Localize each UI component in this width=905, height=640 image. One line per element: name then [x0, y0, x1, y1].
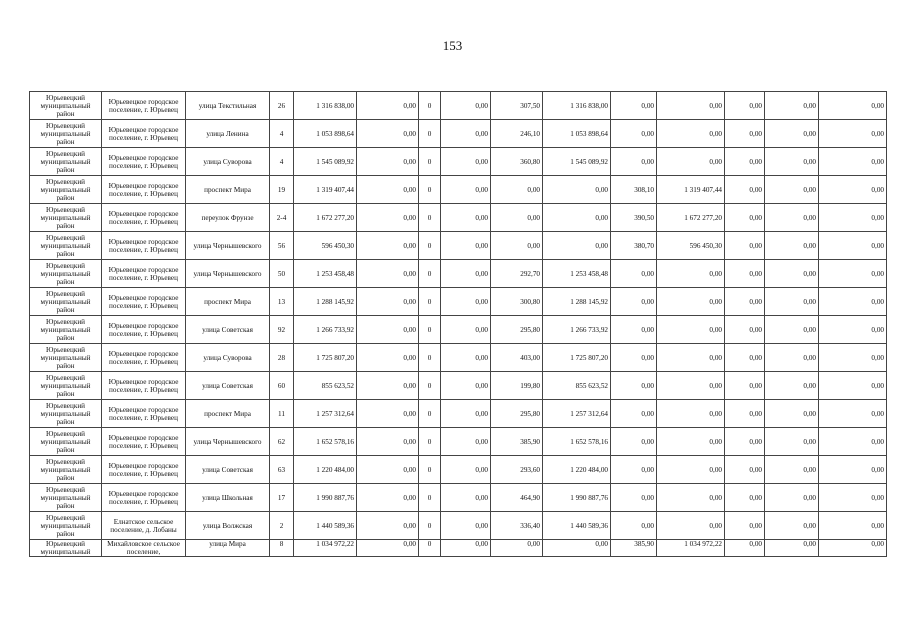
- value-cell: 0: [419, 288, 441, 316]
- area-cell: 300,80: [491, 288, 543, 316]
- value-cell: 0,00: [725, 232, 765, 260]
- value-cell: 0,00: [441, 372, 491, 400]
- total-cost-cell: 1 545 089,92: [294, 148, 357, 176]
- value-cell: 0,00: [819, 456, 887, 484]
- value-cell: 0,00: [441, 456, 491, 484]
- total-cost-cell: 1 440 589,36: [294, 512, 357, 540]
- table-row: [30, 148, 887, 176]
- table-row: [30, 176, 887, 204]
- value-cell: 0,00: [725, 176, 765, 204]
- cost-cell: 0,00: [657, 288, 725, 316]
- cost-cell: 1 440 589,36: [543, 512, 611, 540]
- district-cell: Юрьевецкий муниципальный: [30, 540, 102, 557]
- district-cell: Юрьевецкий муниципальный район: [30, 148, 102, 176]
- cost-cell: 1 053 898,64: [543, 120, 611, 148]
- table-row: [30, 400, 887, 428]
- value-cell: 0,00: [357, 484, 419, 512]
- table-row: [30, 120, 887, 148]
- street-cell: улица Мира: [186, 540, 270, 557]
- street-cell: улица Советская: [186, 372, 270, 400]
- value-cell: 0,00: [819, 120, 887, 148]
- street-cell: улица Волжская: [186, 512, 270, 540]
- table-row: [30, 316, 887, 344]
- area-cell: 307,50: [491, 92, 543, 120]
- cost-cell: 1 288 145,92: [543, 288, 611, 316]
- value-cell: 0: [419, 400, 441, 428]
- area-cell: 293,60: [491, 456, 543, 484]
- value-cell: 0,00: [725, 456, 765, 484]
- value-cell: 0: [419, 456, 441, 484]
- settlement-cell: Юрьевецкое городское поселение, г. Юрьевец: [102, 288, 186, 316]
- settlement-cell: Михайловское сельское поселение,: [102, 540, 186, 557]
- area-cell: 0,00: [611, 260, 657, 288]
- cost-cell: 0,00: [657, 428, 725, 456]
- house-number-cell: 56: [270, 232, 294, 260]
- table-row: [30, 232, 887, 260]
- area-cell: 336,40: [491, 512, 543, 540]
- value-cell: 0,00: [765, 344, 819, 372]
- house-number-cell: 28: [270, 344, 294, 372]
- value-cell: 0,00: [765, 120, 819, 148]
- value-cell: 0,00: [819, 400, 887, 428]
- page-number: 153: [442, 38, 463, 53]
- total-cost-cell: 1 672 277,20: [294, 204, 357, 232]
- value-cell: 0,00: [725, 400, 765, 428]
- value-cell: 0,00: [357, 260, 419, 288]
- cost-cell: 0,00: [657, 456, 725, 484]
- area-cell: 0,00: [491, 232, 543, 260]
- value-cell: 0,00: [441, 148, 491, 176]
- value-cell: 0,00: [725, 512, 765, 540]
- area-cell: 0,00: [611, 316, 657, 344]
- street-cell: улица Советская: [186, 316, 270, 344]
- value-cell: 0,00: [765, 204, 819, 232]
- cost-cell: 0,00: [657, 484, 725, 512]
- house-number-cell: 60: [270, 372, 294, 400]
- table-body: [30, 92, 887, 557]
- area-cell: 403,00: [491, 344, 543, 372]
- area-cell: 0,00: [611, 484, 657, 512]
- house-number-cell: 63: [270, 456, 294, 484]
- house-number-cell: 17: [270, 484, 294, 512]
- settlement-cell: Юрьевецкое городское поселение, г. Юрьевец: [102, 344, 186, 372]
- value-cell: 0,00: [819, 204, 887, 232]
- house-number-cell: 26: [270, 92, 294, 120]
- cost-cell: 0,00: [543, 176, 611, 204]
- district-cell: Юрьевецкий муниципальный район: [30, 120, 102, 148]
- street-cell: улица Суворова: [186, 344, 270, 372]
- value-cell: 0,00: [441, 260, 491, 288]
- district-cell: Юрьевецкий муниципальный район: [30, 232, 102, 260]
- value-cell: 0,00: [725, 428, 765, 456]
- value-cell: 0,00: [819, 540, 887, 557]
- cost-cell: 1 253 458,48: [543, 260, 611, 288]
- total-cost-cell: 1 316 838,00: [294, 92, 357, 120]
- cost-cell: 1 652 578,16: [543, 428, 611, 456]
- repair-cost-table: [29, 91, 887, 557]
- value-cell: 0,00: [441, 232, 491, 260]
- value-cell: 0,00: [357, 512, 419, 540]
- value-cell: 0,00: [725, 92, 765, 120]
- value-cell: 0,00: [725, 148, 765, 176]
- value-cell: 0,00: [765, 428, 819, 456]
- cost-cell: 1 672 277,20: [657, 204, 725, 232]
- settlement-cell: Юрьевецкое городское поселение, г. Юрьевец: [102, 148, 186, 176]
- total-cost-cell: 1 319 407,44: [294, 176, 357, 204]
- cost-cell: 1 725 807,20: [543, 344, 611, 372]
- value-cell: 0,00: [765, 92, 819, 120]
- value-cell: 0,00: [725, 484, 765, 512]
- house-number-cell: 4: [270, 148, 294, 176]
- value-cell: 0,00: [819, 148, 887, 176]
- value-cell: 0,00: [441, 92, 491, 120]
- value-cell: 0: [419, 232, 441, 260]
- street-cell: улица Ленина: [186, 120, 270, 148]
- settlement-cell: Елнатское сельское поселение, д. Лобаны: [102, 512, 186, 540]
- cost-cell: 1 545 089,92: [543, 148, 611, 176]
- district-cell: Юрьевецкий муниципальный район: [30, 288, 102, 316]
- value-cell: 0,00: [441, 428, 491, 456]
- value-cell: 0,00: [441, 204, 491, 232]
- street-cell: переулок Фрунзе: [186, 204, 270, 232]
- value-cell: 0,00: [725, 260, 765, 288]
- cost-cell: 1 316 838,00: [543, 92, 611, 120]
- value-cell: 0,00: [357, 344, 419, 372]
- cost-cell: 596 450,30: [657, 232, 725, 260]
- value-cell: 0: [419, 176, 441, 204]
- area-cell: 380,70: [611, 232, 657, 260]
- area-cell: 0,00: [611, 120, 657, 148]
- value-cell: 0: [419, 484, 441, 512]
- value-cell: 0,00: [765, 148, 819, 176]
- value-cell: 0,00: [357, 120, 419, 148]
- area-cell: 0,00: [491, 204, 543, 232]
- value-cell: 0: [419, 540, 441, 557]
- area-cell: 246,10: [491, 120, 543, 148]
- settlement-cell: Юрьевецкое городское поселение, г. Юрьевец: [102, 484, 186, 512]
- district-cell: Юрьевецкий муниципальный район: [30, 512, 102, 540]
- district-cell: Юрьевецкий муниципальный район: [30, 344, 102, 372]
- area-cell: 385,90: [611, 540, 657, 557]
- area-cell: 0,00: [491, 540, 543, 557]
- total-cost-cell: 1 990 887,76: [294, 484, 357, 512]
- area-cell: 0,00: [611, 92, 657, 120]
- cost-cell: 1 220 484,00: [543, 456, 611, 484]
- settlement-cell: Юрьевецкое городское поселение, г. Юрьевец: [102, 260, 186, 288]
- value-cell: 0,00: [441, 400, 491, 428]
- house-number-cell: 4: [270, 120, 294, 148]
- value-cell: 0,00: [819, 316, 887, 344]
- street-cell: улица Школьная: [186, 484, 270, 512]
- house-number-cell: 8: [270, 540, 294, 557]
- value-cell: 0,00: [765, 316, 819, 344]
- cost-cell: 1 257 312,64: [543, 400, 611, 428]
- value-cell: 0: [419, 428, 441, 456]
- value-cell: 0,00: [441, 540, 491, 557]
- table-row: [30, 92, 887, 120]
- area-cell: 385,90: [491, 428, 543, 456]
- area-cell: 292,70: [491, 260, 543, 288]
- value-cell: 0,00: [441, 288, 491, 316]
- settlement-cell: Юрьевецкое городское поселение, г. Юрьевец: [102, 400, 186, 428]
- value-cell: 0,00: [357, 204, 419, 232]
- value-cell: 0,00: [819, 288, 887, 316]
- value-cell: 0,00: [819, 92, 887, 120]
- value-cell: 0,00: [765, 232, 819, 260]
- value-cell: 0,00: [819, 484, 887, 512]
- value-cell: 0,00: [765, 288, 819, 316]
- table-row: [30, 204, 887, 232]
- area-cell: 308,10: [611, 176, 657, 204]
- area-cell: 390,50: [611, 204, 657, 232]
- value-cell: 0,00: [357, 148, 419, 176]
- house-number-cell: 92: [270, 316, 294, 344]
- cost-cell: 0,00: [543, 540, 611, 557]
- value-cell: 0: [419, 260, 441, 288]
- value-cell: 0,00: [819, 232, 887, 260]
- cost-cell: 0,00: [657, 316, 725, 344]
- table-row: [30, 540, 887, 557]
- district-cell: Юрьевецкий муниципальный район: [30, 456, 102, 484]
- table-row: [30, 512, 887, 540]
- value-cell: 0,00: [725, 344, 765, 372]
- district-cell: Юрьевецкий муниципальный район: [30, 400, 102, 428]
- value-cell: 0,00: [725, 288, 765, 316]
- street-cell: проспект Мира: [186, 400, 270, 428]
- area-cell: 295,80: [491, 400, 543, 428]
- cost-cell: 1 319 407,44: [657, 176, 725, 204]
- value-cell: 0,00: [441, 120, 491, 148]
- value-cell: 0,00: [819, 512, 887, 540]
- value-cell: 0,00: [725, 316, 765, 344]
- total-cost-cell: 1 257 312,64: [294, 400, 357, 428]
- street-cell: улица Чернышевского: [186, 260, 270, 288]
- value-cell: 0: [419, 512, 441, 540]
- settlement-cell: Юрьевецкое городское поселение, г. Юрьевец: [102, 316, 186, 344]
- table-row: [30, 428, 887, 456]
- cost-cell: 0,00: [657, 260, 725, 288]
- table-row: [30, 372, 887, 400]
- house-number-cell: 19: [270, 176, 294, 204]
- settlement-cell: Юрьевецкое городское поселение, г. Юрьевец: [102, 428, 186, 456]
- value-cell: 0,00: [765, 484, 819, 512]
- area-cell: 0,00: [611, 288, 657, 316]
- cost-cell: 1 266 733,92: [543, 316, 611, 344]
- street-cell: проспект Мира: [186, 288, 270, 316]
- street-cell: проспект Мира: [186, 176, 270, 204]
- total-cost-cell: 855 623,52: [294, 372, 357, 400]
- area-cell: 0,00: [611, 456, 657, 484]
- table-row: [30, 484, 887, 512]
- area-cell: 295,80: [491, 316, 543, 344]
- value-cell: 0,00: [765, 372, 819, 400]
- street-cell: улица Чернышевского: [186, 232, 270, 260]
- value-cell: 0,00: [765, 176, 819, 204]
- area-cell: 199,80: [491, 372, 543, 400]
- area-cell: 0,00: [611, 148, 657, 176]
- total-cost-cell: 1 253 458,48: [294, 260, 357, 288]
- total-cost-cell: 1 034 972,22: [294, 540, 357, 557]
- value-cell: 0,00: [725, 372, 765, 400]
- total-cost-cell: 596 450,30: [294, 232, 357, 260]
- house-number-cell: 13: [270, 288, 294, 316]
- value-cell: 0,00: [725, 540, 765, 557]
- value-cell: 0,00: [441, 484, 491, 512]
- total-cost-cell: 1 220 484,00: [294, 456, 357, 484]
- district-cell: Юрьевецкий муниципальный район: [30, 316, 102, 344]
- cost-cell: 1 990 887,76: [543, 484, 611, 512]
- value-cell: 0: [419, 92, 441, 120]
- table-row: [30, 344, 887, 372]
- area-cell: 0,00: [611, 400, 657, 428]
- street-cell: улица Советская: [186, 456, 270, 484]
- value-cell: 0,00: [725, 204, 765, 232]
- house-number-cell: 2-4: [270, 204, 294, 232]
- table-row: [30, 456, 887, 484]
- cost-cell: 0,00: [657, 120, 725, 148]
- value-cell: 0,00: [357, 176, 419, 204]
- value-cell: 0: [419, 148, 441, 176]
- total-cost-cell: 1 725 807,20: [294, 344, 357, 372]
- street-cell: улица Текстильная: [186, 92, 270, 120]
- value-cell: 0,00: [765, 456, 819, 484]
- area-cell: 0,00: [491, 176, 543, 204]
- cost-cell: 0,00: [657, 372, 725, 400]
- cost-cell: 0,00: [543, 232, 611, 260]
- area-cell: 0,00: [611, 512, 657, 540]
- area-cell: 360,80: [491, 148, 543, 176]
- cost-cell: 0,00: [657, 92, 725, 120]
- street-cell: улица Суворова: [186, 148, 270, 176]
- cost-cell: 0,00: [543, 204, 611, 232]
- value-cell: 0,00: [765, 260, 819, 288]
- district-cell: Юрьевецкий муниципальный район: [30, 372, 102, 400]
- value-cell: 0,00: [441, 512, 491, 540]
- value-cell: 0,00: [357, 428, 419, 456]
- value-cell: 0,00: [819, 260, 887, 288]
- house-number-cell: 50: [270, 260, 294, 288]
- value-cell: 0,00: [357, 540, 419, 557]
- house-number-cell: 2: [270, 512, 294, 540]
- value-cell: 0,00: [357, 232, 419, 260]
- settlement-cell: Юрьевецкое городское поселение, г. Юрьевец: [102, 372, 186, 400]
- district-cell: Юрьевецкий муниципальный район: [30, 92, 102, 120]
- value-cell: 0,00: [441, 316, 491, 344]
- area-cell: 0,00: [611, 428, 657, 456]
- house-number-cell: 62: [270, 428, 294, 456]
- value-cell: 0: [419, 120, 441, 148]
- district-cell: Юрьевецкий муниципальный район: [30, 484, 102, 512]
- value-cell: 0,00: [357, 372, 419, 400]
- total-cost-cell: 1 288 145,92: [294, 288, 357, 316]
- district-cell: Юрьевецкий муниципальный район: [30, 428, 102, 456]
- value-cell: 0,00: [357, 316, 419, 344]
- value-cell: 0,00: [765, 512, 819, 540]
- district-cell: Юрьевецкий муниципальный район: [30, 260, 102, 288]
- settlement-cell: Юрьевецкое городское поселение, г. Юрьевец: [102, 456, 186, 484]
- value-cell: 0,00: [357, 288, 419, 316]
- value-cell: 0,00: [819, 428, 887, 456]
- settlement-cell: Юрьевецкое городское поселение, г. Юрьевец: [102, 204, 186, 232]
- cost-cell: 0,00: [657, 344, 725, 372]
- district-cell: Юрьевецкий муниципальный район: [30, 176, 102, 204]
- value-cell: 0,00: [441, 176, 491, 204]
- value-cell: 0,00: [819, 176, 887, 204]
- value-cell: 0,00: [765, 540, 819, 557]
- value-cell: 0: [419, 204, 441, 232]
- area-cell: 464,90: [491, 484, 543, 512]
- total-cost-cell: 1 266 733,92: [294, 316, 357, 344]
- cost-cell: 0,00: [657, 512, 725, 540]
- street-cell: улица Чернышевского: [186, 428, 270, 456]
- area-cell: 0,00: [611, 344, 657, 372]
- total-cost-cell: 1 053 898,64: [294, 120, 357, 148]
- settlement-cell: Юрьевецкое городское поселение, г. Юрьевец: [102, 92, 186, 120]
- value-cell: 0,00: [357, 400, 419, 428]
- table-row: [30, 288, 887, 316]
- settlement-cell: Юрьевецкое городское поселение, г. Юрьевец: [102, 120, 186, 148]
- value-cell: 0,00: [357, 456, 419, 484]
- table-row: [30, 260, 887, 288]
- value-cell: 0,00: [725, 120, 765, 148]
- cost-cell: 0,00: [657, 148, 725, 176]
- cost-cell: 0,00: [657, 400, 725, 428]
- area-cell: 0,00: [611, 372, 657, 400]
- value-cell: 0,00: [819, 344, 887, 372]
- house-number-cell: 11: [270, 400, 294, 428]
- settlement-cell: Юрьевецкое городское поселение, г. Юрьевец: [102, 232, 186, 260]
- cost-cell: 855 623,52: [543, 372, 611, 400]
- value-cell: 0,00: [819, 372, 887, 400]
- settlement-cell: Юрьевецкое городское поселение, г. Юрьевец: [102, 176, 186, 204]
- value-cell: 0: [419, 344, 441, 372]
- value-cell: 0: [419, 316, 441, 344]
- value-cell: 0,00: [441, 344, 491, 372]
- value-cell: 0: [419, 372, 441, 400]
- cost-cell: 1 034 972,22: [657, 540, 725, 557]
- value-cell: 0,00: [357, 92, 419, 120]
- value-cell: 0,00: [765, 400, 819, 428]
- total-cost-cell: 1 652 578,16: [294, 428, 357, 456]
- district-cell: Юрьевецкий муниципальный район: [30, 204, 102, 232]
